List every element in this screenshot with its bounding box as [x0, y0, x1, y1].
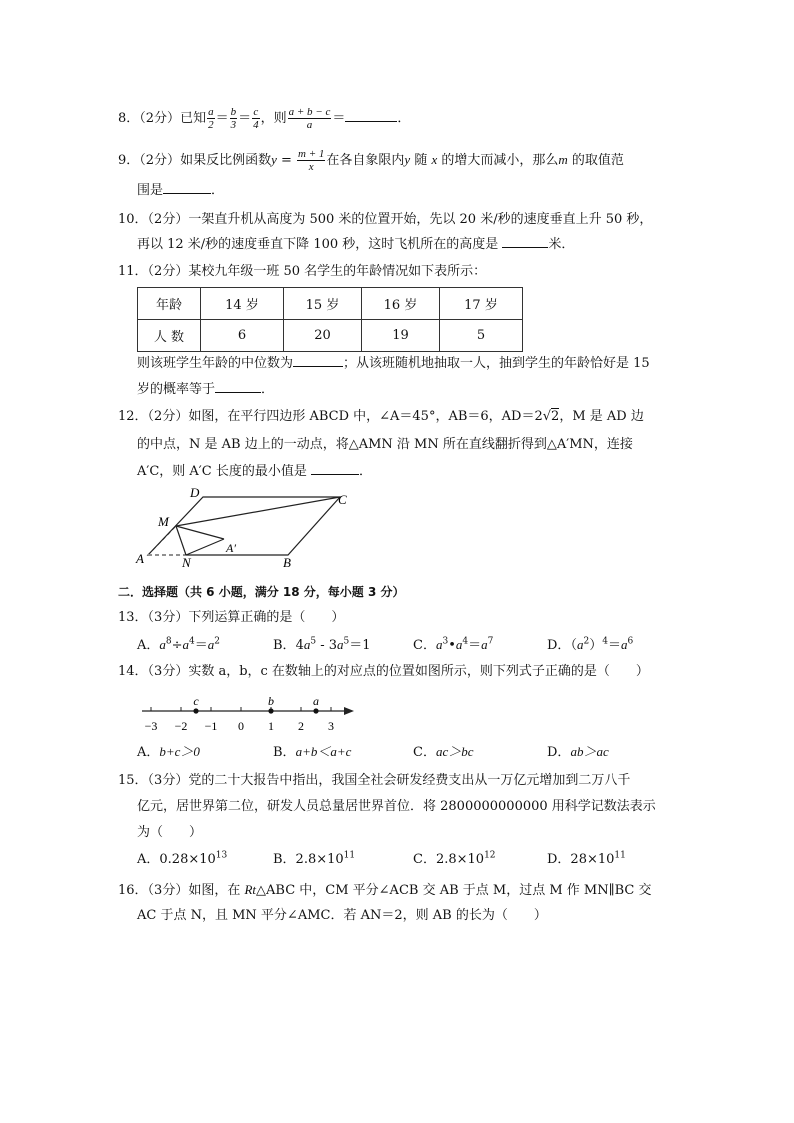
axis-tick-label: −1	[204, 719, 218, 733]
exponent: 13	[215, 850, 228, 861]
option-value: ac＞bc	[435, 744, 474, 759]
segment-na-prime	[186, 539, 224, 555]
question-12-line3	[137, 464, 372, 480]
question-text: 随	[410, 153, 432, 168]
question-text: ，则	[260, 111, 287, 126]
question-number: 9．	[118, 153, 140, 168]
option-letter: B．	[273, 745, 296, 760]
numerator: m + 1	[298, 148, 325, 160]
table-cell: 17 岁	[440, 288, 523, 320]
axis-tick-label: 1	[268, 719, 274, 733]
table-cell: 14 岁	[201, 288, 284, 320]
q13-option-d[interactable]: D．$(a^2)^4=a^6$	[547, 636, 634, 653]
answer-blank[interactable]	[293, 366, 343, 367]
label-n: N	[182, 555, 191, 570]
question-text: 在各自象限内	[326, 153, 405, 168]
exponent: 11	[614, 850, 626, 861]
q14-option-c[interactable]	[413, 744, 474, 761]
q14-option-a[interactable]	[137, 744, 200, 761]
punctuation: ．	[261, 382, 275, 397]
fraction-sum-over-a	[288, 106, 332, 131]
exponent: 12	[484, 850, 496, 861]
option-value: ab＞ac	[570, 744, 609, 759]
point-c	[193, 708, 198, 713]
q14-option-b[interactable]	[273, 744, 351, 761]
variable-m: m	[558, 152, 568, 167]
question-15: 15．（3分）党的二十大报告中指出，我国全社会研发经费支出从一万亿元增加到二万八千	[118, 773, 631, 788]
q15-option-a[interactable]	[137, 852, 227, 868]
denominator: x	[308, 161, 314, 173]
q15-option-c[interactable]	[413, 852, 496, 868]
table-cell: 5	[440, 320, 523, 352]
option-letter: A．	[137, 638, 160, 653]
answer-blank[interactable]	[163, 193, 211, 194]
segment-mn	[176, 526, 186, 555]
numerator: a + b − c	[288, 106, 331, 118]
question-12	[118, 409, 644, 425]
variable-y: y	[271, 152, 277, 167]
question-text: 如果反比例函数	[180, 153, 272, 168]
option-value: D．28×10	[547, 852, 615, 867]
q15-option-d[interactable]	[547, 852, 626, 868]
label-b: B	[283, 555, 291, 570]
axis-tick-label: 2	[298, 719, 304, 733]
answer-blank[interactable]	[502, 247, 548, 248]
fraction-b-over-3	[230, 106, 238, 131]
question-score: （2分）	[139, 153, 181, 168]
question-text: 已知	[180, 111, 207, 126]
axis-tick-label: 3	[328, 719, 334, 733]
table-cell: 人 数	[138, 320, 201, 352]
axis-tick-label: −3	[144, 719, 158, 733]
question-text: ，M 是 AD 边	[559, 409, 644, 424]
equals-sign: ＝	[238, 111, 252, 126]
answer-blank[interactable]	[345, 121, 397, 122]
option-letter: D．	[547, 745, 571, 760]
denominator: a	[306, 119, 313, 131]
option-letter: D．	[547, 638, 571, 653]
parallelogram-figure	[130, 485, 360, 570]
question-10-line2	[137, 237, 574, 253]
equals-sign: ＝	[332, 111, 346, 126]
question-score: （2分）	[139, 111, 181, 126]
q13-option-b[interactable]: B．$4a^5 - 3a^5=1$	[273, 636, 371, 653]
question-text: 16．（3分）如图，在	[118, 883, 245, 898]
point-label-a: a	[313, 694, 319, 708]
label-a: A	[136, 551, 144, 566]
sqrt-radicand: 2	[551, 409, 560, 424]
question-text: 再以 12 米/秒的速度垂直下降 100 秒，这时飞机所在的高度是	[137, 237, 503, 252]
table-cell: 16 岁	[362, 288, 440, 320]
age-table	[137, 287, 523, 352]
option-letter: C．	[413, 638, 436, 653]
number-line-figure	[138, 690, 358, 734]
punctuation: ．	[397, 111, 411, 126]
question-text: ；从该班随机地抽取一人，抽到学生的年龄恰好是 15	[343, 356, 650, 371]
numerator: b	[230, 106, 237, 118]
question-number: 8．	[118, 111, 140, 126]
axis-tick-label: −2	[174, 719, 188, 733]
question-16	[118, 882, 652, 899]
option-value: a+b＜a+c	[295, 744, 352, 759]
question-text: 12．（2分）如图，在平行四边形 ABCD 中，∠A＝45°，AB＝6，AD＝2	[118, 409, 543, 424]
option-value: b+c＞0	[159, 744, 200, 759]
question-text: 的增大而减小，那么	[437, 153, 559, 168]
question-text: 则该班学生年龄的中位数为	[137, 356, 294, 371]
question-13: 13．（3分）下列运算正确的是（ ）	[118, 610, 345, 625]
option-value: A．0.28×10	[137, 852, 216, 867]
segment-mc	[176, 497, 340, 526]
equals-sign: =	[276, 153, 297, 168]
question-11-line3	[137, 382, 274, 398]
section-heading: 二．选择题（共 6 小题，满分 18 分，每小题 3 分）	[118, 585, 405, 599]
question-15-line2: 亿元，居世界第二位，研发人员总量居世界首位．将 2800000000000 用科学记数法表示	[137, 799, 656, 814]
denominator: 3	[230, 119, 237, 131]
q13-option-a[interactable]: A．$a^8\div a^4=a^2$	[137, 636, 221, 653]
question-9	[118, 148, 624, 173]
question-text: A′C，则 A′C 长度的最小值是	[137, 464, 311, 479]
option-letter: C．	[413, 745, 436, 760]
question-8	[118, 106, 410, 131]
question-10: 10．（2分）一架直升机从高度为 500 米的位置开始，先以 20 米/秒的速度垂直上升 50 秒，	[118, 212, 653, 227]
option-letter: B．	[273, 638, 296, 653]
question-16-line2: AC 于点 N，且 MN 平分∠AMC．若 AN＝2，则 AB 的长为（ ）	[137, 908, 547, 923]
question-15-line3: 为（ ）	[137, 825, 203, 840]
table-cell: 15 岁	[284, 288, 362, 320]
question-text: 岁的概率等于	[137, 382, 216, 397]
table-cell: 6	[201, 320, 284, 352]
question-text: 的取值范	[567, 153, 624, 168]
question-text: △ABC 中，CM 平分∠ACB 交 AB 于点 M，过点 M 作 MN∥BC 交	[256, 883, 652, 898]
variable-y: y	[404, 152, 411, 167]
segment-ma-prime	[176, 526, 224, 539]
label-a-prime: A′	[226, 541, 236, 555]
fraction-m-plus-1-over-x	[297, 148, 325, 173]
label-d: D	[190, 485, 200, 500]
fraction-a-over-2	[207, 106, 215, 131]
denominator: 2	[208, 119, 214, 131]
fraction-c-over-4	[252, 106, 260, 131]
point-b	[268, 708, 273, 713]
exponent: 11	[343, 850, 356, 861]
axis-tick-label: 0	[238, 719, 244, 733]
question-12-line2: 的中点，N 是 AB 边上的一动点，将△AMN 沿 MN 所在直线翻折得到△A′MN，连接	[137, 437, 633, 452]
table-cell: 年龄	[138, 288, 201, 320]
punctuation: ．	[211, 183, 225, 198]
q15-option-b[interactable]	[273, 852, 355, 868]
table-row	[138, 320, 523, 352]
option-value: B．2.8×10	[273, 852, 344, 867]
punctuation: ．	[358, 464, 372, 479]
numerator: c	[253, 106, 259, 118]
label-m: M	[158, 514, 169, 529]
number-line-arrow	[344, 707, 354, 715]
point-label-b: b	[268, 694, 274, 708]
answer-blank[interactable]	[311, 474, 359, 475]
question-11-line2	[137, 356, 650, 372]
table-cell: 19	[362, 320, 440, 352]
table-cell: 20	[284, 320, 362, 352]
sqrt-symbol: √	[542, 409, 552, 424]
punctuation: 米．	[548, 237, 575, 252]
question-11: 11．（2分）某校九年级一班 50 名学生的年龄情况如下表所示：	[118, 264, 487, 279]
rt-label: Rt	[244, 882, 257, 897]
point-a	[313, 708, 318, 713]
label-c: C	[338, 492, 347, 507]
option-letter: A．	[137, 745, 160, 760]
variable-x: x	[431, 152, 438, 167]
answer-blank[interactable]	[215, 392, 261, 393]
q14-option-d[interactable]	[547, 744, 609, 761]
table-header-row	[138, 288, 523, 320]
question-14: 14．（3分）实数 a，b，c 在数轴上的对应点的位置如图所示，则下列式子正确的是（ ）	[118, 664, 649, 679]
denominator: 4	[253, 119, 259, 131]
equals-sign: ＝	[215, 111, 229, 126]
point-label-c: c	[193, 694, 199, 708]
question-text: 围是	[137, 183, 164, 198]
numerator: a	[208, 106, 214, 118]
q13-option-c[interactable]: C．$a^3•a^4=a^7$	[413, 636, 494, 653]
option-value: C．2.8×10	[413, 852, 485, 867]
question-9-line2	[137, 183, 224, 199]
